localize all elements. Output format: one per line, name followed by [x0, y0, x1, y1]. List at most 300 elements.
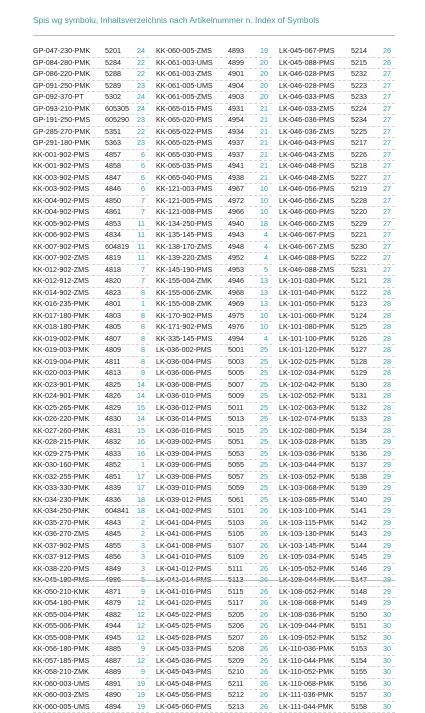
article-number: 4851	[105, 472, 131, 483]
page-number: 21	[254, 173, 268, 184]
page-number: 18	[131, 506, 145, 517]
page-number: 4	[254, 334, 268, 345]
article-number: 5150	[351, 610, 377, 621]
symbol-code: LK-046-048-ZMS	[279, 173, 351, 184]
symbol-code: LK-103-145-PMK	[279, 541, 351, 552]
page-number: 17	[131, 483, 145, 494]
symbol-code: LK-036-002-PMS	[156, 345, 228, 356]
index-row	[33, 173, 149, 185]
index-row	[156, 506, 272, 518]
article-number: 4889	[105, 667, 131, 678]
article-number: 5126	[351, 334, 377, 345]
symbol-code: LK-045-028-PMS	[156, 633, 228, 644]
article-number: 5142	[351, 518, 377, 529]
page-number: 9	[131, 368, 145, 379]
symbol-code: LK-111-036-PMK	[279, 690, 351, 701]
article-number: 5217	[351, 138, 377, 149]
article-number: 5109	[228, 552, 254, 563]
symbol-code: LK-036-016-PMS	[156, 426, 228, 437]
symbol-code: LK-046-033-PMS	[279, 92, 351, 103]
article-number: 5228	[351, 196, 377, 207]
index-row	[279, 288, 395, 300]
symbol-code: LK-045-060-PMS	[156, 702, 228, 713]
page-number: 27	[377, 138, 391, 149]
article-number: 5289	[105, 81, 131, 92]
symbol-code: KK-057-185-PMS	[33, 656, 105, 667]
article-number: 4813	[105, 368, 131, 379]
page-number: 27	[377, 104, 391, 115]
index-row	[279, 552, 395, 564]
index-row	[156, 219, 272, 231]
symbol-code: KK-121-003-PMS	[156, 184, 228, 195]
symbol-code: LK-103-100-PMK	[279, 506, 351, 517]
index-row	[279, 633, 395, 645]
page-number: 28	[377, 299, 391, 310]
index-row	[279, 506, 395, 518]
page-number: 27	[377, 173, 391, 184]
page-number: 26	[254, 667, 268, 678]
index-row	[156, 150, 272, 162]
article-number: 5051	[228, 437, 254, 448]
index-row	[156, 58, 272, 70]
article-number: 4994	[228, 334, 254, 345]
symbol-code: LK-108-052-PMK	[279, 587, 351, 598]
index-row	[279, 621, 395, 633]
page-number: 10	[254, 322, 268, 333]
page-number: 18	[131, 495, 145, 506]
index-row	[279, 207, 395, 219]
page-number: 8	[131, 322, 145, 333]
article-number: 5232	[351, 69, 377, 80]
symbol-code: KK-019-002-PMK	[33, 334, 105, 345]
symbol-code: LK-046-056-PMS	[279, 184, 351, 195]
symbol-code: GP-093-210-PMK	[33, 104, 105, 115]
article-number: 5055	[228, 460, 254, 471]
index-row	[279, 529, 395, 541]
page-number: 29	[377, 472, 391, 483]
index-row	[279, 495, 395, 507]
article-number: 5133	[351, 414, 377, 425]
page-number: 29	[377, 529, 391, 540]
article-number: 5213	[228, 702, 254, 713]
symbol-code: KK-034-250-PMK	[33, 506, 105, 517]
index-row	[279, 115, 395, 127]
symbol-code: LK-045-056-PMS	[156, 690, 228, 701]
article-number: 5121	[351, 276, 377, 287]
symbol-code: LK-103-044-PMK	[279, 460, 351, 471]
index-row	[279, 265, 395, 277]
symbol-code: LK-036-012-PMS	[156, 403, 228, 414]
page-number: 10	[254, 196, 268, 207]
symbol-code: LK-101-040-PMK	[279, 288, 351, 299]
article-number: 5122	[351, 288, 377, 299]
page-number: 29	[377, 495, 391, 506]
article-number: 4953	[228, 265, 254, 276]
article-number: 5151	[351, 621, 377, 632]
article-number: 4857	[105, 150, 131, 161]
index-row	[156, 667, 272, 679]
article-number: 5214	[351, 46, 377, 57]
article-number: 605305	[105, 104, 131, 115]
symbol-code: LK-101-060-PMK	[279, 311, 351, 322]
symbol-code: KK-032-255-PMK	[33, 472, 105, 483]
article-number: 4833	[105, 449, 131, 460]
page-number: 29	[377, 552, 391, 563]
symbol-code: LK-039-002-PMS	[156, 437, 228, 448]
article-number: 5220	[351, 207, 377, 218]
symbol-code: LK-110-052-PMK	[279, 667, 351, 678]
article-number: 4858	[105, 161, 131, 172]
article-number: 5137	[351, 460, 377, 471]
article-number: 4969	[228, 299, 254, 310]
page-number: 26	[254, 529, 268, 540]
article-number: 5201	[105, 46, 131, 57]
page-number: 1	[131, 299, 145, 310]
article-number: 5143	[351, 529, 377, 540]
symbol-code: KK-005-902-PMS	[33, 219, 105, 230]
article-number: 4975	[228, 311, 254, 322]
page-number: 29	[377, 564, 391, 575]
index-row	[156, 161, 272, 173]
page-number: 8	[131, 334, 145, 345]
index-row	[156, 587, 272, 599]
page-number: 12	[131, 598, 145, 609]
symbol-code: LK-045-067-PMS	[279, 46, 351, 57]
index-row	[33, 610, 149, 622]
article-number: 5225	[351, 127, 377, 138]
symbol-code: LK-046-036-ZMS	[279, 127, 351, 138]
symbol-code: LK-045-033-PMS	[156, 644, 228, 655]
page-number: 27	[377, 150, 391, 161]
page-number: 16	[131, 437, 145, 448]
symbol-code: KK-065-025-PMS	[156, 138, 228, 149]
article-number: 4829	[105, 403, 131, 414]
article-number: 4972	[228, 196, 254, 207]
index-row	[33, 345, 149, 357]
article-number: 5215	[351, 58, 377, 69]
article-number: 4823	[105, 288, 131, 299]
symbol-code: KK-054-180-PMK	[33, 598, 105, 609]
index-row	[156, 242, 272, 254]
article-number: 5146	[351, 564, 377, 575]
symbol-code: GP-091-250-PMK	[33, 81, 105, 92]
index-row	[279, 518, 395, 530]
index-row	[279, 196, 395, 208]
index-row	[33, 621, 149, 633]
article-number: 5205	[228, 610, 254, 621]
page-number: 27	[377, 230, 391, 241]
index-row	[279, 311, 395, 323]
symbol-code: LK-110-044-PMK	[279, 656, 351, 667]
page-number: 8	[131, 345, 145, 356]
index-row	[33, 391, 149, 403]
symbol-code: KK-060-005-UMS	[33, 702, 105, 713]
page-number: 12	[131, 633, 145, 644]
article-number: 4887	[105, 656, 131, 667]
symbol-code: LK-045-088-PMS	[279, 58, 351, 69]
index-row	[33, 518, 149, 530]
page-header-title: Spis wg symbolu, Inhaltsverzeichnis nach Artikelnummer n. Index of Symbols	[33, 15, 395, 25]
article-number: 5351	[105, 127, 131, 138]
page-number: 11	[131, 242, 145, 253]
article-number: 5127	[351, 345, 377, 356]
page-number: 30	[377, 656, 391, 667]
article-number: 4976	[228, 322, 254, 333]
symbol-code: KK-007-902-PMS	[33, 242, 105, 253]
page-number: 27	[377, 253, 391, 264]
symbol-code: KK-004-902-PMS	[33, 196, 105, 207]
symbol-code: LK-102-042-PMK	[279, 380, 351, 391]
index-row	[33, 403, 149, 415]
symbol-code: LK-108-044-PMK	[279, 575, 351, 586]
index-row	[156, 334, 272, 346]
symbol-code: KK-060-005-ZMS	[156, 46, 228, 57]
index-row	[156, 46, 272, 58]
index-row	[33, 437, 149, 449]
article-number: 5117	[228, 598, 254, 609]
article-number: 4943	[228, 230, 254, 241]
symbol-code: LK-102-080-PMK	[279, 426, 351, 437]
page-number: 29	[377, 506, 391, 517]
page-number: 10	[254, 184, 268, 195]
index-row	[156, 253, 272, 265]
symbol-code: KK-170-902-PMS	[156, 311, 228, 322]
article-number: 5158	[351, 702, 377, 713]
index-row	[156, 322, 272, 334]
article-number: 5147	[351, 575, 377, 586]
index-row	[156, 426, 272, 438]
article-number: 4805	[105, 322, 131, 333]
article-number: 604841	[105, 506, 131, 517]
symbol-code: LK-102-052-PMK	[279, 391, 351, 402]
page-number: 20	[254, 92, 268, 103]
symbol-code: KK-037-912-PMS	[33, 552, 105, 563]
index-row	[156, 184, 272, 196]
page-number: 28	[377, 414, 391, 425]
page-number: 14	[131, 414, 145, 425]
article-number: 4937	[228, 150, 254, 161]
article-number: 5207	[228, 633, 254, 644]
symbol-code: KK-030-160-PMK	[33, 460, 105, 471]
symbol-code: LK-045-043-PMS	[156, 667, 228, 678]
symbol-code: LK-105-052-PMK	[279, 564, 351, 575]
page-number: 25	[254, 391, 268, 402]
article-number: 4904	[228, 81, 254, 92]
page-number: 21	[254, 150, 268, 161]
symbol-code: KK-155-004-ZMK	[156, 276, 228, 287]
page-number: 23	[131, 115, 145, 126]
article-number: 5210	[228, 667, 254, 678]
page-number: 27	[377, 127, 391, 138]
page-number: 20	[254, 69, 268, 80]
article-number: 4830	[105, 414, 131, 425]
symbol-code: KK-003-902-PMS	[33, 173, 105, 184]
article-number: 5221	[351, 230, 377, 241]
index-row	[33, 69, 149, 81]
symbol-code: KK-138-170-ZMS	[156, 242, 228, 253]
index-row	[279, 414, 395, 426]
symbol-code: LK-102-063-PMK	[279, 403, 351, 414]
page-number: 29	[377, 598, 391, 609]
page-number: 16	[131, 449, 145, 460]
article-number: 5134	[351, 426, 377, 437]
index-row	[279, 150, 395, 162]
symbol-code: KK-050-210-KMK	[33, 587, 105, 598]
article-number: 4948	[228, 242, 254, 253]
symbol-code: KK-037-902-PMS	[33, 541, 105, 552]
symbol-code: KK-019-004-PMK	[33, 357, 105, 368]
index-row	[156, 690, 272, 702]
article-number: 5233	[351, 92, 377, 103]
page-number: 4	[254, 242, 268, 253]
article-number: 5208	[228, 644, 254, 655]
symbol-code: KK-004-902-PMS	[33, 207, 105, 218]
page-number: 23	[131, 138, 145, 149]
page-number: 25	[254, 437, 268, 448]
page-number: 12	[131, 621, 145, 632]
article-number: 4834	[105, 230, 131, 241]
article-number: 5113	[228, 575, 254, 586]
symbol-code: LK-046-028-PMS	[279, 69, 351, 80]
index-row	[156, 173, 272, 185]
article-number: 5154	[351, 656, 377, 667]
article-number: 5288	[105, 69, 131, 80]
symbol-code: LK-046-036-PMS	[279, 115, 351, 126]
page-number: 10	[254, 207, 268, 218]
index-row	[279, 345, 395, 357]
index-row	[33, 357, 149, 369]
symbol-code: KK-019-003-PMK	[33, 345, 105, 356]
article-number: 604819	[105, 242, 131, 253]
index-row	[33, 380, 149, 392]
page-number: 26	[254, 587, 268, 598]
article-number: 5001	[228, 345, 254, 356]
page-number: 20	[254, 58, 268, 69]
index-row	[156, 207, 272, 219]
index-row	[156, 230, 272, 242]
index-row	[156, 104, 272, 116]
index-row	[156, 299, 272, 311]
article-number: 5231	[351, 265, 377, 276]
index-row	[33, 633, 149, 645]
index-row	[33, 368, 149, 380]
index-row	[156, 541, 272, 553]
index-row	[279, 667, 395, 679]
page-number: 20	[254, 81, 268, 92]
article-number: 5123	[351, 299, 377, 310]
symbol-code: LK-046-088-PMS	[279, 253, 351, 264]
symbol-code: LK-041-006-PMS	[156, 529, 228, 540]
article-number: 4809	[105, 345, 131, 356]
symbol-code: KK-134-250-PMS	[156, 219, 228, 230]
symbol-code: LK-039-006-PMS	[156, 460, 228, 471]
index-row	[33, 161, 149, 173]
article-number: 4938	[228, 173, 254, 184]
page-number: 28	[377, 357, 391, 368]
page-number: 25	[254, 483, 268, 494]
symbol-code: LK-041-014-PMS	[156, 575, 228, 586]
article-number: 4899	[228, 58, 254, 69]
article-number: 5107	[228, 541, 254, 552]
symbol-code: LK-046-088-ZMS	[279, 265, 351, 276]
article-number: 5226	[351, 150, 377, 161]
article-number: 4836	[105, 495, 131, 506]
index-row	[279, 644, 395, 656]
article-number: 5003	[228, 357, 254, 368]
symbol-code: LK-036-008-PMS	[156, 380, 228, 391]
index-row	[156, 81, 272, 93]
symbol-code: LK-111-044-PMK	[279, 702, 351, 713]
index-row	[279, 564, 395, 576]
index-column-2	[156, 46, 272, 713]
article-number: 4850	[105, 196, 131, 207]
index-row	[156, 115, 272, 127]
symbol-code: LK-046-048-PMS	[279, 161, 351, 172]
page-number: 30	[377, 610, 391, 621]
symbol-code: GP-086-220-PMK	[33, 69, 105, 80]
article-number: 5219	[351, 184, 377, 195]
article-number: 5140	[351, 495, 377, 506]
symbol-code: KK-171-902-PMS	[156, 322, 228, 333]
page-number: 14	[131, 391, 145, 402]
page-number: 15	[131, 403, 145, 414]
symbol-code: LK-102-034-PMK	[279, 368, 351, 379]
article-number: 5222	[351, 253, 377, 264]
index-row	[33, 656, 149, 668]
symbol-code: KK-016-235-PMK	[33, 299, 105, 310]
symbol-code: KK-061-003-UMS	[156, 58, 228, 69]
page-number: 26	[254, 518, 268, 529]
article-number: 4856	[105, 552, 131, 563]
page-number: 4	[254, 253, 268, 264]
article-number: 5302	[105, 92, 131, 103]
index-row	[156, 449, 272, 461]
symbol-code: GP-285-270-PMK	[33, 127, 105, 138]
symbol-code: LK-103-068-PMK	[279, 483, 351, 494]
page-number: 29	[377, 483, 391, 494]
article-number: 4891	[105, 679, 131, 690]
page-number: 26	[377, 58, 391, 69]
page-number: 11	[131, 230, 145, 241]
page-number: 10	[254, 311, 268, 322]
symbol-code: LK-046-067-ZMS	[279, 242, 351, 253]
page-number: 28	[377, 322, 391, 333]
symbol-code: LK-046-043-PMS	[279, 138, 351, 149]
article-number: 4807	[105, 334, 131, 345]
article-number: 5157	[351, 690, 377, 701]
article-number: 4820	[105, 276, 131, 287]
symbol-code: KK-065-020-PMS	[156, 115, 228, 126]
index-row	[33, 564, 149, 576]
index-row	[279, 242, 395, 254]
page-number: 26	[254, 690, 268, 701]
symbol-code: KK-024-901-PMK	[33, 391, 105, 402]
symbol-code: GP-191-250-PMS	[33, 115, 105, 126]
page-number: 2	[131, 529, 145, 540]
page-number: 28	[377, 368, 391, 379]
symbol-code: LK-110-036-PMK	[279, 644, 351, 655]
article-number: 5149	[351, 598, 377, 609]
symbol-code: KK-155-008-ZMK	[156, 299, 228, 310]
symbol-code: LK-045-036-PMS	[156, 656, 228, 667]
article-number: 4967	[228, 184, 254, 195]
page-number: 25	[254, 403, 268, 414]
index-row	[156, 656, 272, 668]
symbol-code: LK-036-004-PMS	[156, 357, 228, 368]
article-number: 5103	[228, 518, 254, 529]
symbol-code: KK-006-902-PMS	[33, 230, 105, 241]
index-row	[279, 587, 395, 599]
